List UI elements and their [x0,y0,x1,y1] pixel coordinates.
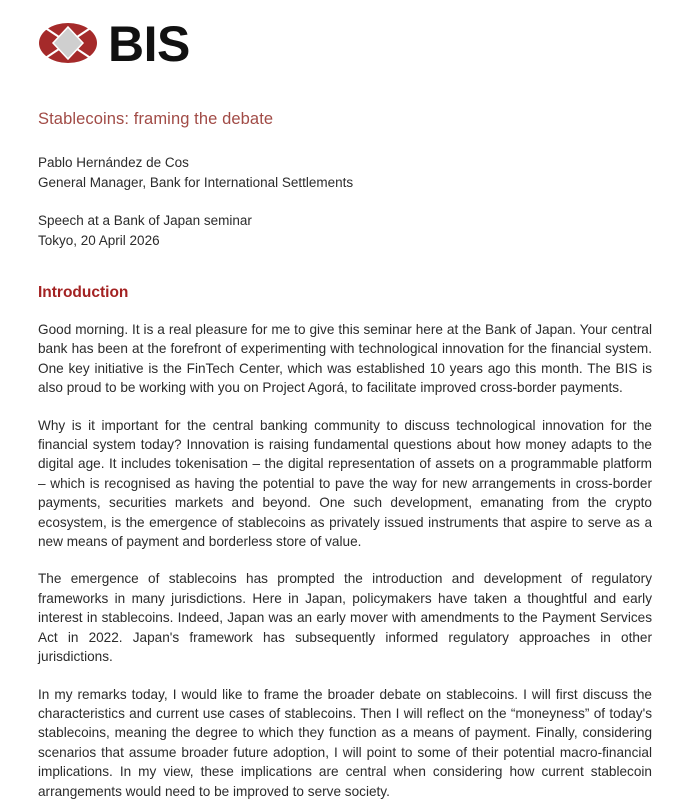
bis-masthead [38,16,190,70]
author-block [38,153,353,193]
author-role: General Manager, Bank for International Settlements [38,175,354,190]
bis-diamond-ellipse-logo-icon [38,16,98,70]
bis-wordmark: BIS [108,16,190,72]
paragraph: Why is it important for the central banking community to discuss technological innovation for the financial system today? Innovation is raising fundamental questions about how money adapts to the digital age. It includes tokenisation – the digital representation of assets on a programmable platform – which is recognised as having the potential to pave the way for new arrangements in cross-border payments, securities markets and beyond. One such development, emanating from the crypto ecosystem, is the emergence of stablecoins as privately issued instruments that aspire to serve as a new means of payment and borderless store of value. [38,417,652,550]
paragraph: Good morning. It is a real pleasure for me to give this seminar here at the Bank of Japan. Your central bank has been at the forefront of experimenting with technological innovation for the financial system. One key initiative is the FinTech Center, which was established 10 years ago this month. The BIS is also proud to be working with you on Project Agorá, to facilitate improved cross-border payments. [38,322,652,396]
event-block [38,211,252,251]
paragraph: The emergence of stablecoins has prompted the introduction and development of regulatory frameworks in many jurisdictions. Here in Japan, policymakers have taken a thoughtful and early interest in stablecoins. Indeed, Japan was an early mover with amendments to the Payment Services Act in 2022. Japan's framework has subsequently informed regulatory approaches in other jurisdictions. [38,571,652,665]
event-description: Speech at a Bank of Japan seminar [38,213,252,228]
author-name: Pablo Hernández de Cos [38,155,189,170]
body-text [38,320,652,801]
section-heading-introduction: Introduction [38,284,129,301]
paragraph: In my remarks today, I would like to frame the broader debate on stablecoins. I will first discuss the characteristics and current use cases of stablecoins. Then I will reflect on the “moneyness” of today's stablecoins, meaning the degree to which they function as a means of payment. Finally, considering scenarios that assume broader future adoption, I will point to some of their potential macro-financial implications. In my view, these implications are central when considering how current stablecoin arrangements would need to be improved to serve society. [38,686,652,799]
event-location-date: Tokyo, 20 April 2026 [38,233,160,248]
document-title: Stablecoins: framing the debate [38,110,274,128]
